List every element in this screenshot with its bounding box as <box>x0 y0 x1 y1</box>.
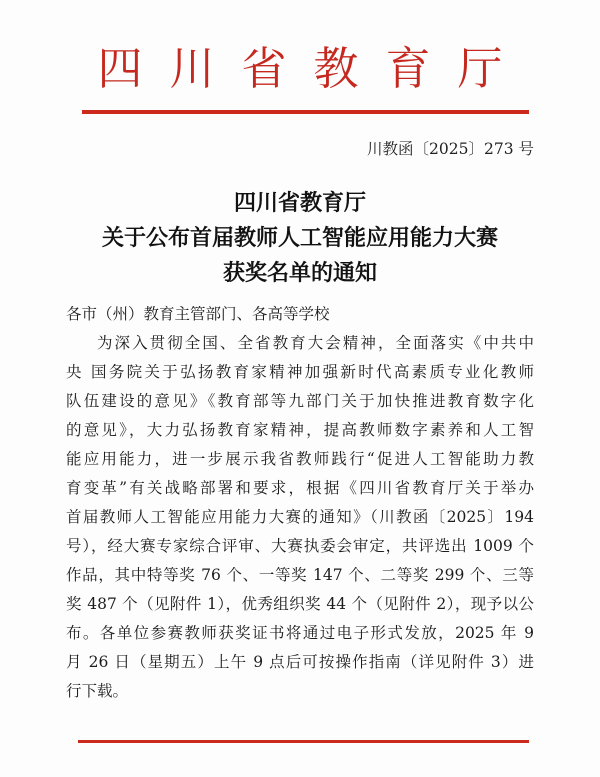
body-line: 月 26 日（星期五）上午 9 点后可按操作指南（详见附件 3）进 <box>66 653 534 671</box>
body-line: 队伍建设的意见》《教育部等九部门关于加快推进教育数字化 <box>66 392 534 410</box>
title-line-3: 获奖名单的通知 <box>222 260 377 286</box>
title-line-2: 关于公布首届教师人工智能应用能力大赛 <box>101 225 498 251</box>
body-line: 央 国务院关于弘扬教育家精神加强新时代高素质专业化教师 <box>66 363 534 381</box>
body-text <box>66 300 534 706</box>
title-line-1: 四川省教育厅 <box>233 190 366 216</box>
body-line: 能应用能力，进一步展示我省教师践行“促进人工智能助力教 <box>66 450 534 468</box>
body-line: 作品，其中特等奖 76 个、一等奖 147 个、二等奖 299 个、三等 <box>66 566 534 584</box>
body-line: 育变革”有关战略部署和要求，根据《四川省教育厅关于举办 <box>66 479 534 497</box>
body-line: 号），经大赛专家综合评审、大赛执委会审定，共评选出 1009 个 <box>66 537 534 555</box>
body-line: 首届教师人工智能应用能力大赛的通知》（川教函〔2025〕194 <box>66 508 534 526</box>
body-line: 布。各单位参赛教师获奖证书将通过电子形式发放，2025 年 9 <box>66 624 534 642</box>
body-line: 的意见》，大力弘扬教育家精神，提高教师数字素养和人工智 <box>66 421 534 439</box>
letterhead-agency-name: 四川省教育厅 <box>97 42 530 95</box>
body-line: 为深入贯彻全国、全省教育大会精神，全面落实《中共中 <box>97 334 534 352</box>
footer-divider-rule <box>78 740 529 743</box>
body-line-last: 行下载。 <box>66 682 129 700</box>
body-line: 奖 487 个（见附件 1），优秀组织奖 44 个（见附件 2），现予以公 <box>66 595 534 613</box>
letterhead-divider-rule <box>82 110 529 114</box>
document-reference-number: 川教函〔2025〕273 号 <box>367 140 534 158</box>
document-title <box>0 186 600 291</box>
salutation-line: 各市（州）教育主管部门、各高等学校 <box>66 305 330 323</box>
